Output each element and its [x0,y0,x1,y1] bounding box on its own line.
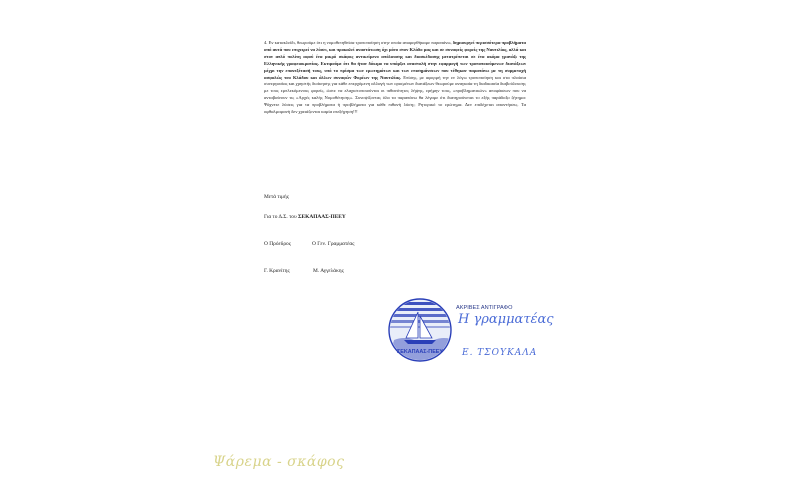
secretary-title: Ο Γεν. Γραμματέας [312,241,355,247]
stamp-org-text: ΣΕΚΑΠΑΑΣ-ΠΕΕΥ [396,349,444,355]
closing-behalf [264,214,346,220]
body-text-intro: 4. Εν κατακλείδι, θεωρούμε ότι η νομοθετηθείσα τροποποίηση στην οποία αναφερθήκαμε παραπάνω, [264,40,453,45]
handwritten-note: Ψάρεμα - σκάφος [213,454,345,470]
secretary-name: Μ. Αγγελάκης [313,268,344,274]
closing-regards: Μετά τιμής [264,194,289,200]
handwritten-title: Η γραμματέας [458,312,554,327]
certified-copy-label: ΑΚΡΙΒΕΣ ΑΝΤΙΓΡΑΦΟ [456,305,513,311]
body-text-continued: Επίσης, με αφορμή την εν λόγω τροποποίηση και στα πλαίσια συνεργασίας και χρηστής διοίκησης για κάθε επερχόμενη αλλαγή των ορισμένων διατάξεων θεωρούμε αναγκαία τη διαδικασία διαβούλευσης με τους εμπλεκόμενους φορείς, ώστε να ελαχιστοποιούνται οι πιθανότητες λήψης, ερήμην τους, «προβληματικών» αποφάσεων που να ανταβαίνουν τις «Αρχές καλής Νομοθέτησης». Συνοψίζοντας όλα τα παραπάνω θα λέγαμε ότι διατηρούνεται το εξής παράδοξο ζήτημα: Ψάχνετε λύσεις για τα προβλήματα ή προβλήματα για κάθε πιθανή λύση;; Ρητορικό το ερώτημα. Δεν επιδέχεται απαντήσεις. Τα οφθαλμοφανή δεν χρειάζονται καμία επεξήγηση!!! [264,74,526,115]
handwritten-signature: Ε. ΤΣΟΥΚΑΛΑ [462,348,538,358]
boat-hull-icon [404,340,436,344]
body-paragraph [264,40,526,116]
body-text-bold: δημιουργεί περισσότερα προβλήματα από αυτά που επιχειρεί να λύσει, και προκαλεί αναστάτωση όχι μόνο στον Κλάδο μας και σε συναφείς φορείς της Ναυτιλίας, αλλά και στον απλό πολίτη αφού ένα μικρό σκάφος αντικείμενο απόλαυσης και διασκέδασης μετατρέπεται σε ένα ακόμα γρανάζι της Ελληνικής γραφειοκρατίας. Εκτιμούμε ότι θα ήταν δόκιμο να υπάρξει αναστολή στην εφαρμογή των τροποποιούμενων διατάξεων μέχρι την επανεξέτασή τους, υπό το πρίσμα των ερωτημάτων και των επισημάνσεων που τέθηκαν παραπάνω με τη συμμετοχή ασφαλώς του Κλάδου και άλλων συναφών Φορέων της Ναυτιλίας. [264,40,526,80]
president-title: Ο Πρόεδρος [264,241,291,247]
document-page [258,0,558,492]
president-name: Γ. Κρανίτης [264,268,290,274]
organization-stamp [388,298,452,362]
closing-behalf-prefix: Για το Δ.Σ. του [264,214,298,220]
closing-org: ΣΕΚΑΠΑΑΣ-ΠΕΕΥ [298,214,346,220]
